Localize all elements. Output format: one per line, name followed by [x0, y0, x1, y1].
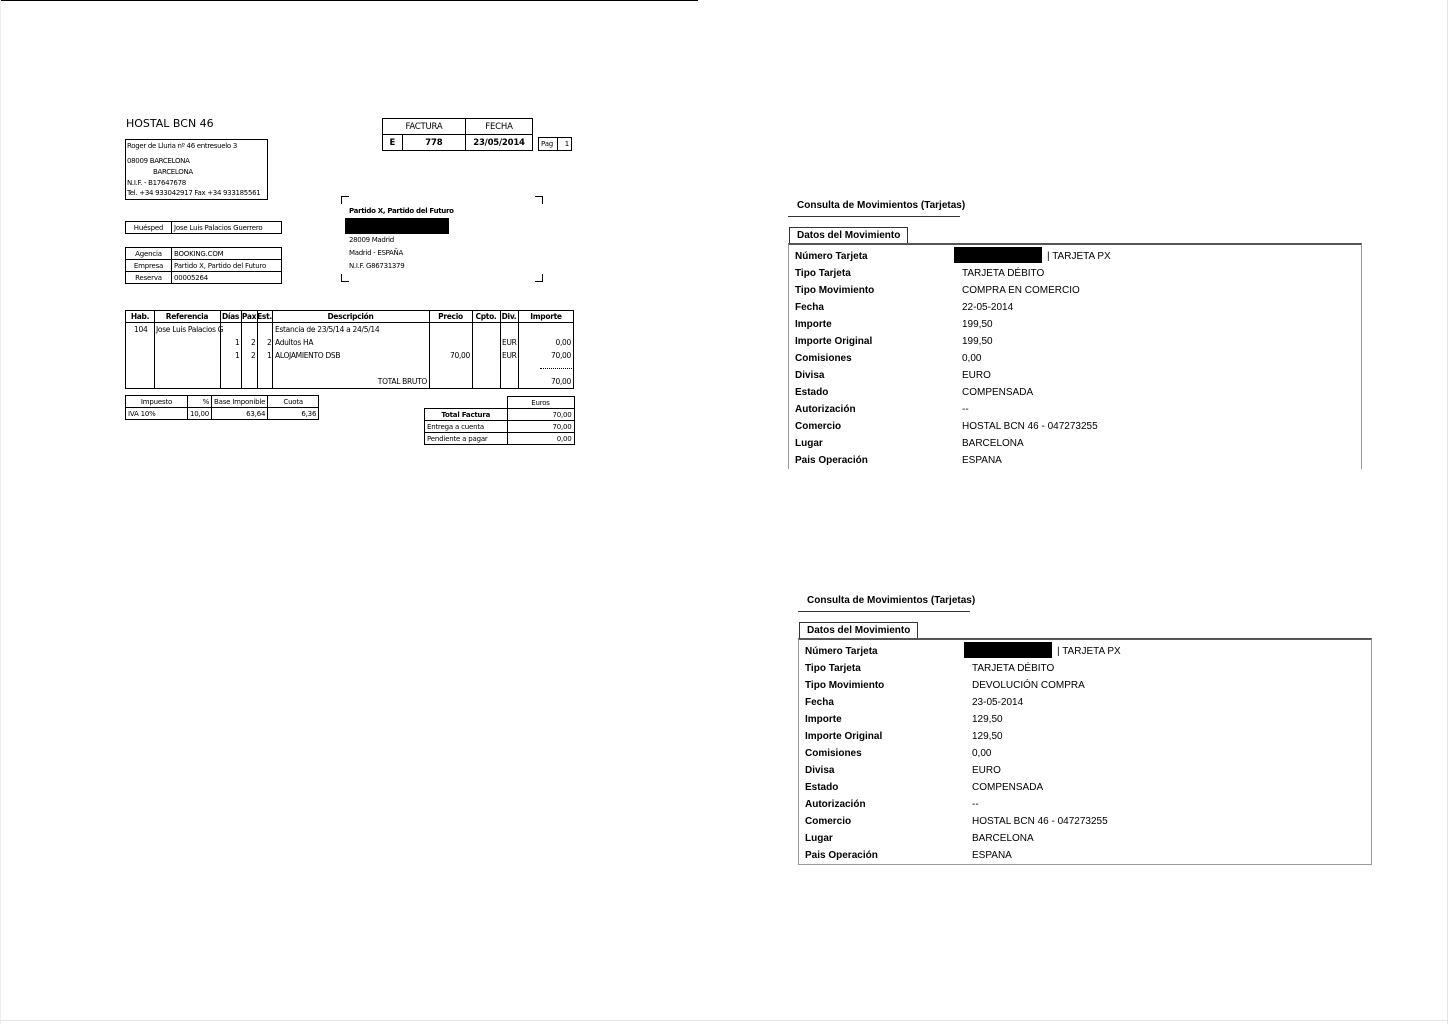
col-header: Cpto. — [475, 312, 497, 321]
item-currency: EUR — [502, 351, 517, 360]
recipient-address-block — [341, 196, 543, 282]
item-amount: 0,00 — [555, 338, 571, 347]
tax-rate: 10,00 — [188, 408, 212, 420]
entrega-label: Entrega a cuenta — [425, 421, 508, 433]
address-line: Roger de Lluria nº 46 entresuelo 3 — [127, 142, 237, 150]
panel-title: Consulta de Movimientos (Tarjetas) — [807, 595, 976, 606]
panel-title: Consulta de Movimientos (Tarjetas) — [797, 200, 966, 211]
entrega-value: 70,00 — [507, 421, 574, 433]
invoice-items-table — [125, 310, 574, 389]
item-dias: 1 — [235, 338, 240, 347]
reserva-value: 00005264 — [172, 272, 282, 284]
address-line: Tel. +34 933042917 Fax +34 933185561 — [127, 189, 261, 197]
item-dias: 1 — [235, 351, 240, 360]
tax-type: IVA 10% — [126, 408, 188, 420]
euros-label: Euros — [507, 397, 574, 409]
address-line: BARCELONA — [153, 168, 193, 176]
invoice-series: E — [383, 135, 403, 151]
fecha-label: FECHA — [466, 119, 533, 135]
item-est: 2 — [267, 338, 272, 347]
col-header: Precio — [438, 312, 463, 321]
movement-panel-refund — [798, 595, 1378, 861]
invoice-date: 23/05/2014 — [466, 135, 533, 151]
pag-value: 1 — [558, 138, 572, 151]
page-edge-bottom — [0, 1020, 1448, 1021]
col-header: Días — [221, 312, 240, 321]
item-hab: 104 — [134, 325, 148, 334]
item-pax: 2 — [251, 351, 256, 360]
item-reference: Jose Luis Palacios G — [156, 325, 224, 334]
empresa-value: Partido X, Partido del Futuro — [172, 260, 282, 272]
invoice-number: 778 — [402, 135, 465, 151]
item-amount: 70,00 — [551, 351, 571, 360]
hotel-name: HOSTAL BCN 46 — [126, 117, 214, 130]
sum-line — [540, 368, 572, 369]
card-number-redaction — [954, 247, 1042, 263]
total-bruto-value: 70,00 — [551, 377, 571, 386]
invoice-number-table — [382, 118, 533, 151]
card-number-redaction — [964, 642, 1052, 658]
total-factura-label: Total Factura — [425, 409, 508, 421]
tax-header: Impuesto — [126, 396, 188, 408]
page-top-rule — [0, 0, 698, 1]
huesped-label: Huésped — [126, 222, 172, 234]
factura-label: FACTURA — [383, 119, 466, 135]
totals-table — [424, 396, 575, 445]
item-est: 1 — [267, 351, 272, 360]
item-price: 70,00 — [450, 351, 470, 360]
col-header: Referencia — [165, 312, 209, 321]
item-description: Adultos HA — [275, 338, 314, 347]
address-line: N.I.F. - B17647678 — [127, 179, 186, 187]
recipient-nif: N.I.F. G86731379 — [349, 262, 405, 270]
huesped-value: Jose Luis Palacios Guerrero — [172, 222, 282, 234]
item-description: Estancia de 23/5/14 a 24/5/14 — [275, 325, 380, 334]
total-bruto-label: TOTAL BRUTO — [377, 377, 427, 386]
guest-table — [125, 221, 282, 234]
agencia-label: Agencia — [126, 248, 172, 260]
col-header: Pax — [241, 312, 257, 321]
item-description: ALOJAMIENTO DSB — [275, 351, 341, 360]
movement-details: Número Tarjeta | TARJETA PX Tipo Tarjeta TARJETA DÉBITO Tipo Movimiento DEVOLUCIÓN COMPRA Fecha 23-05-2014 Importe 129,50 Importe Original 129,50 Comisiones 0,00 Divisa EURO Estado COMPENSADA Autorización -- Comercio HOSTAL BCN 46 - 047273255 Lugar BARCELONA Pais Operación ESPANA — [798, 638, 1372, 865]
recipient-name: Partido X, Partido del Futuro — [349, 207, 454, 215]
item-currency: EUR — [502, 338, 517, 347]
tax-amount: 6,36 — [268, 408, 319, 420]
col-header: Hab. — [130, 312, 150, 321]
tab-datos-movimiento[interactable]: Datos del Movimiento — [799, 622, 918, 639]
reserva-label: Reserva — [126, 272, 172, 284]
tax-header: Cuota — [268, 396, 319, 408]
col-header: Importe — [530, 312, 562, 321]
tax-header: Base Imponible — [212, 396, 268, 408]
total-factura-value: 70,00 — [507, 409, 574, 421]
recipient-line: 28009 Madrid — [349, 236, 394, 244]
col-header: Div. — [501, 312, 517, 321]
tax-table — [125, 395, 319, 420]
page-edge-left — [0, 0, 1, 1024]
pendiente-value: 0,00 — [507, 433, 574, 445]
col-header: Descripción — [327, 312, 374, 321]
movement-details: Número Tarjeta | TARJETA PX Tipo Tarjeta TARJETA DÉBITO Tipo Movimiento COMPRA EN COMERCIO Fecha 22-05-2014 Importe 199,50 Importe Original 199,50 Comisiones 0,00 Divisa EURO Estado COMPENSADA Autorización -- Comercio HOSTAL BCN 46 - 047273255 Lugar BARCELONA Pais Operación ESPANA — [788, 243, 1362, 469]
booking-info-table — [125, 247, 282, 284]
item-pax: 2 — [251, 338, 256, 347]
tax-header: % — [188, 396, 212, 408]
hotel-address-box — [125, 139, 268, 200]
col-header: Est. — [257, 312, 272, 321]
pendiente-label: Pendiente a pagar — [425, 433, 508, 445]
agencia-value: BOOKING.COM — [172, 248, 282, 260]
page-number-table — [538, 137, 572, 151]
tab-datos-movimiento[interactable]: Datos del Movimiento — [789, 227, 908, 244]
pag-label: Pag — [539, 138, 558, 151]
address-line: 08009 BARCELONA — [127, 157, 190, 165]
tax-base: 63,64 — [212, 408, 268, 420]
movement-panel-purchase — [788, 200, 1368, 466]
recipient-line: Madrid - ESPAÑA — [349, 249, 403, 257]
empresa-label: Empresa — [126, 260, 172, 272]
redaction-bar — [345, 218, 449, 234]
